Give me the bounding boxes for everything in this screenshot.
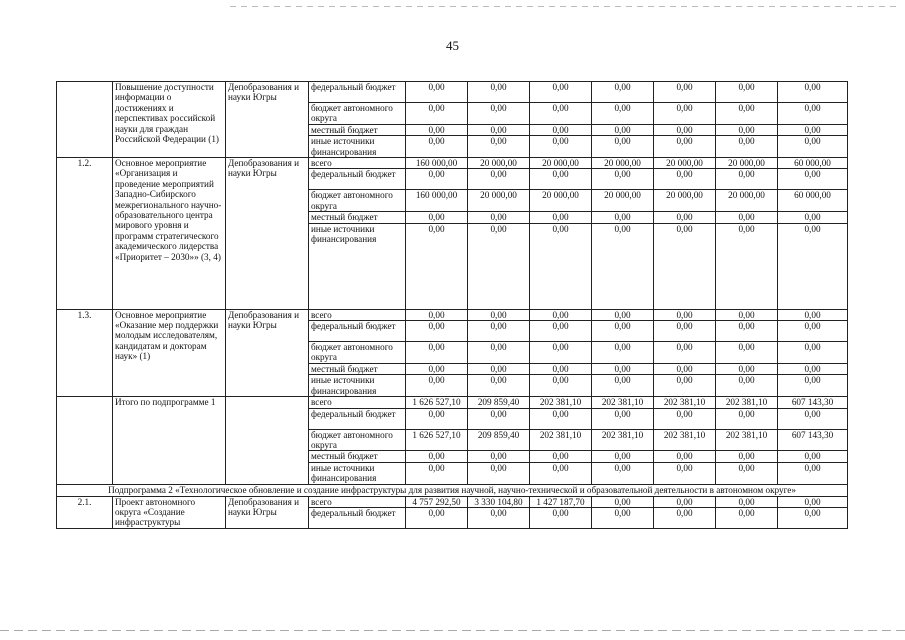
value-cell: 0,00: [654, 309, 716, 320]
value-cell: 0,00: [654, 496, 716, 507]
value-cell: 202 381,10: [716, 397, 778, 408]
value-cell: 0,00: [592, 408, 654, 429]
value-cell: 0,00: [406, 223, 468, 309]
value-cell: 0,00: [468, 375, 530, 397]
value-cell: 0,00: [592, 363, 654, 374]
funding-source: федеральный бюджет: [309, 82, 406, 103]
value-cell: 0,00: [468, 342, 530, 364]
value-cell: 0,00: [530, 124, 592, 135]
value-cell: 0,00: [406, 136, 468, 158]
funding-source: иные источники финансирования: [309, 136, 406, 158]
value-cell: 0,00: [592, 124, 654, 135]
value-cell: 0,00: [592, 223, 654, 309]
value-cell: 0,00: [778, 507, 848, 528]
value-cell: 0,00: [654, 169, 716, 190]
funding-source: всего: [309, 496, 406, 507]
value-cell: 0,00: [592, 321, 654, 342]
value-cell: 0,00: [778, 462, 848, 484]
value-cell: 160 000,00: [406, 190, 468, 212]
value-cell: 0,00: [716, 103, 778, 125]
value-cell: 20 000,00: [468, 158, 530, 169]
executor: Депобразования и науки Югры: [226, 309, 309, 396]
value-cell: 0,00: [406, 375, 468, 397]
value-cell: 0,00: [530, 103, 592, 125]
value-cell: 0,00: [592, 103, 654, 125]
value-cell: 0,00: [716, 507, 778, 528]
value-cell: 0,00: [592, 451, 654, 462]
value-cell: 202 381,10: [592, 397, 654, 408]
value-cell: 209 859,40: [468, 429, 530, 451]
table-row: [57, 484, 848, 496]
activity-name: Проект автономного округа «Создание инфраструктуры: [113, 496, 226, 528]
value-cell: 0,00: [468, 136, 530, 158]
value-cell: 20 000,00: [530, 158, 592, 169]
value-cell: 0,00: [716, 223, 778, 309]
value-cell: 0,00: [654, 507, 716, 528]
value-cell: 0,00: [716, 408, 778, 429]
value-cell: 0,00: [468, 363, 530, 374]
value-cell: 607 143,30: [778, 397, 848, 408]
funding-source: всего: [309, 397, 406, 408]
value-cell: 0,00: [778, 375, 848, 397]
value-cell: 0,00: [468, 223, 530, 309]
value-cell: 0,00: [778, 309, 848, 320]
value-cell: 60 000,00: [778, 190, 848, 212]
value-cell: 20 000,00: [592, 158, 654, 169]
value-cell: 0,00: [530, 309, 592, 320]
funding-source: местный бюджет: [309, 212, 406, 223]
value-cell: 0,00: [592, 309, 654, 320]
value-cell: 0,00: [654, 321, 716, 342]
value-cell: 0,00: [654, 451, 716, 462]
funding-source: бюджет автономного округа: [309, 103, 406, 125]
page-number: 45: [446, 38, 459, 53]
table-row: [57, 309, 848, 320]
scan-artifact-top: [230, 6, 900, 7]
table-row: [57, 397, 848, 408]
funding-source: федеральный бюджет: [309, 169, 406, 190]
value-cell: 0,00: [778, 363, 848, 374]
value-cell: 0,00: [468, 103, 530, 125]
value-cell: 0,00: [654, 103, 716, 125]
value-cell: 0,00: [778, 212, 848, 223]
funding-source: местный бюджет: [309, 451, 406, 462]
funding-source: федеральный бюджет: [309, 408, 406, 429]
value-cell: 0,00: [716, 82, 778, 103]
value-cell: 0,00: [654, 124, 716, 135]
value-cell: 0,00: [530, 136, 592, 158]
value-cell: 0,00: [468, 82, 530, 103]
funding-source: федеральный бюджет: [309, 321, 406, 342]
value-cell: 0,00: [406, 169, 468, 190]
value-cell: 202 381,10: [592, 429, 654, 451]
value-cell: 0,00: [778, 223, 848, 309]
value-cell: 0,00: [654, 223, 716, 309]
value-cell: 0,00: [654, 342, 716, 364]
value-cell: 0,00: [530, 462, 592, 484]
value-cell: 0,00: [530, 321, 592, 342]
funding-source: местный бюджет: [309, 363, 406, 374]
value-cell: 0,00: [468, 212, 530, 223]
value-cell: 0,00: [468, 408, 530, 429]
value-cell: 0,00: [406, 103, 468, 125]
value-cell: 0,00: [592, 342, 654, 364]
value-cell: 0,00: [778, 124, 848, 135]
value-cell: 0,00: [716, 169, 778, 190]
value-cell: 0,00: [406, 363, 468, 374]
row-number: 1.3.: [57, 309, 113, 396]
value-cell: 0,00: [778, 169, 848, 190]
table-row: [57, 82, 848, 103]
value-cell: 0,00: [530, 212, 592, 223]
value-cell: 607 143,30: [778, 429, 848, 451]
value-cell: 0,00: [592, 375, 654, 397]
value-cell: 0,00: [778, 451, 848, 462]
value-cell: 0,00: [654, 408, 716, 429]
row-number: [57, 397, 113, 484]
executor: Депобразования и науки Югры: [226, 158, 309, 310]
funding-source: всего: [309, 309, 406, 320]
executor: Депобразования и науки Югры: [226, 496, 309, 528]
value-cell: 0,00: [592, 82, 654, 103]
funding-source: федеральный бюджет: [309, 507, 406, 528]
value-cell: 209 859,40: [468, 397, 530, 408]
row-number: 2.1.: [57, 496, 113, 528]
value-cell: 20 000,00: [654, 190, 716, 212]
value-cell: 0,00: [468, 309, 530, 320]
value-cell: 4 757 292,50: [406, 496, 468, 507]
value-cell: 0,00: [716, 321, 778, 342]
activity-name: Основное мероприятие «Оказание мер поддержки молодым исследователям, кандидатам и докторам наук» (1): [113, 309, 226, 396]
value-cell: 0,00: [530, 375, 592, 397]
value-cell: 0,00: [716, 342, 778, 364]
value-cell: 0,00: [654, 212, 716, 223]
scan-artifact-bottom: [0, 630, 905, 631]
value-cell: 0,00: [654, 136, 716, 158]
value-cell: 0,00: [530, 223, 592, 309]
value-cell: 20 000,00: [592, 190, 654, 212]
value-cell: 0,00: [654, 363, 716, 374]
value-cell: 0,00: [778, 136, 848, 158]
value-cell: 1 626 527,10: [406, 397, 468, 408]
value-cell: 0,00: [406, 342, 468, 364]
funding-source: бюджет автономного округа: [309, 190, 406, 212]
value-cell: 0,00: [406, 408, 468, 429]
value-cell: 0,00: [716, 212, 778, 223]
row-number: [57, 82, 113, 158]
value-cell: 0,00: [406, 212, 468, 223]
value-cell: 0,00: [406, 321, 468, 342]
value-cell: 0,00: [716, 124, 778, 135]
value-cell: 0,00: [406, 82, 468, 103]
value-cell: 0,00: [530, 342, 592, 364]
row-number: 1.2.: [57, 158, 113, 310]
value-cell: 3 330 104,80: [468, 496, 530, 507]
subprogram-heading: Подпрограмма 2 «Технологическое обновление и создание инфраструктуры для развития научной, научно-технической и образовательной деятельности в автономном округе»: [57, 484, 848, 496]
subtotal-label: Итого по подпрограмме 1: [113, 397, 226, 484]
funding-source: иные источники финансирования: [309, 375, 406, 397]
funding-source: бюджет автономного округа: [309, 342, 406, 364]
value-cell: 20 000,00: [468, 190, 530, 212]
value-cell: 0,00: [778, 321, 848, 342]
value-cell: 0,00: [530, 363, 592, 374]
executor: Депобразования и науки Югры: [226, 82, 309, 158]
value-cell: 202 381,10: [530, 429, 592, 451]
value-cell: 0,00: [778, 342, 848, 364]
value-cell: 0,00: [654, 82, 716, 103]
value-cell: 0,00: [716, 136, 778, 158]
funding-source: бюджет автономного округа: [309, 429, 406, 451]
value-cell: 0,00: [468, 507, 530, 528]
value-cell: 0,00: [654, 462, 716, 484]
value-cell: 202 381,10: [716, 429, 778, 451]
funding-source: иные источники финансирования: [309, 462, 406, 484]
value-cell: 0,00: [716, 375, 778, 397]
value-cell: 0,00: [530, 507, 592, 528]
value-cell: 202 381,10: [530, 397, 592, 408]
value-cell: 0,00: [468, 451, 530, 462]
value-cell: 0,00: [530, 408, 592, 429]
value-cell: 202 381,10: [654, 429, 716, 451]
funding-source: всего: [309, 158, 406, 169]
value-cell: 0,00: [406, 451, 468, 462]
value-cell: 0,00: [406, 462, 468, 484]
value-cell: 0,00: [406, 507, 468, 528]
value-cell: 0,00: [716, 462, 778, 484]
executor: [226, 397, 309, 484]
activity-name: Повышение доступности информации о достижениях и перспективах российской науки для граждан Российской Федерации (1): [113, 82, 226, 158]
value-cell: 20 000,00: [716, 158, 778, 169]
value-cell: 0,00: [592, 212, 654, 223]
value-cell: 0,00: [468, 124, 530, 135]
value-cell: 0,00: [592, 169, 654, 190]
table-row: [57, 496, 848, 507]
value-cell: 0,00: [592, 136, 654, 158]
value-cell: 0,00: [716, 496, 778, 507]
value-cell: 20 000,00: [716, 190, 778, 212]
value-cell: 1 427 187,70: [530, 496, 592, 507]
value-cell: 0,00: [592, 462, 654, 484]
value-cell: 0,00: [778, 82, 848, 103]
value-cell: 0,00: [468, 321, 530, 342]
value-cell: 0,00: [468, 169, 530, 190]
value-cell: 0,00: [716, 309, 778, 320]
value-cell: 0,00: [530, 451, 592, 462]
funding-source: иные источники финансирования: [309, 223, 406, 309]
value-cell: 0,00: [406, 309, 468, 320]
value-cell: 0,00: [716, 363, 778, 374]
value-cell: 0,00: [778, 496, 848, 507]
budget-table: [56, 81, 848, 529]
value-cell: 0,00: [778, 103, 848, 125]
funding-source: местный бюджет: [309, 124, 406, 135]
value-cell: 0,00: [530, 82, 592, 103]
value-cell: 0,00: [778, 408, 848, 429]
value-cell: 0,00: [406, 124, 468, 135]
value-cell: 0,00: [592, 507, 654, 528]
table-row: [57, 158, 848, 169]
value-cell: 0,00: [654, 375, 716, 397]
value-cell: 60 000,00: [778, 158, 848, 169]
value-cell: 0,00: [716, 451, 778, 462]
value-cell: 0,00: [530, 169, 592, 190]
value-cell: 160 000,00: [406, 158, 468, 169]
activity-name: Основное мероприятие «Организация и проведение мероприятий Западно-Сибирского межрегионального научно-образовательного центра мирового уровня и программ стратегического академического лидерства «Приоритет – 2030»» (3, 4): [113, 158, 226, 310]
value-cell: 20 000,00: [530, 190, 592, 212]
value-cell: 0,00: [468, 462, 530, 484]
value-cell: 202 381,10: [654, 397, 716, 408]
value-cell: 0,00: [592, 496, 654, 507]
value-cell: 1 626 527,10: [406, 429, 468, 451]
value-cell: 20 000,00: [654, 158, 716, 169]
